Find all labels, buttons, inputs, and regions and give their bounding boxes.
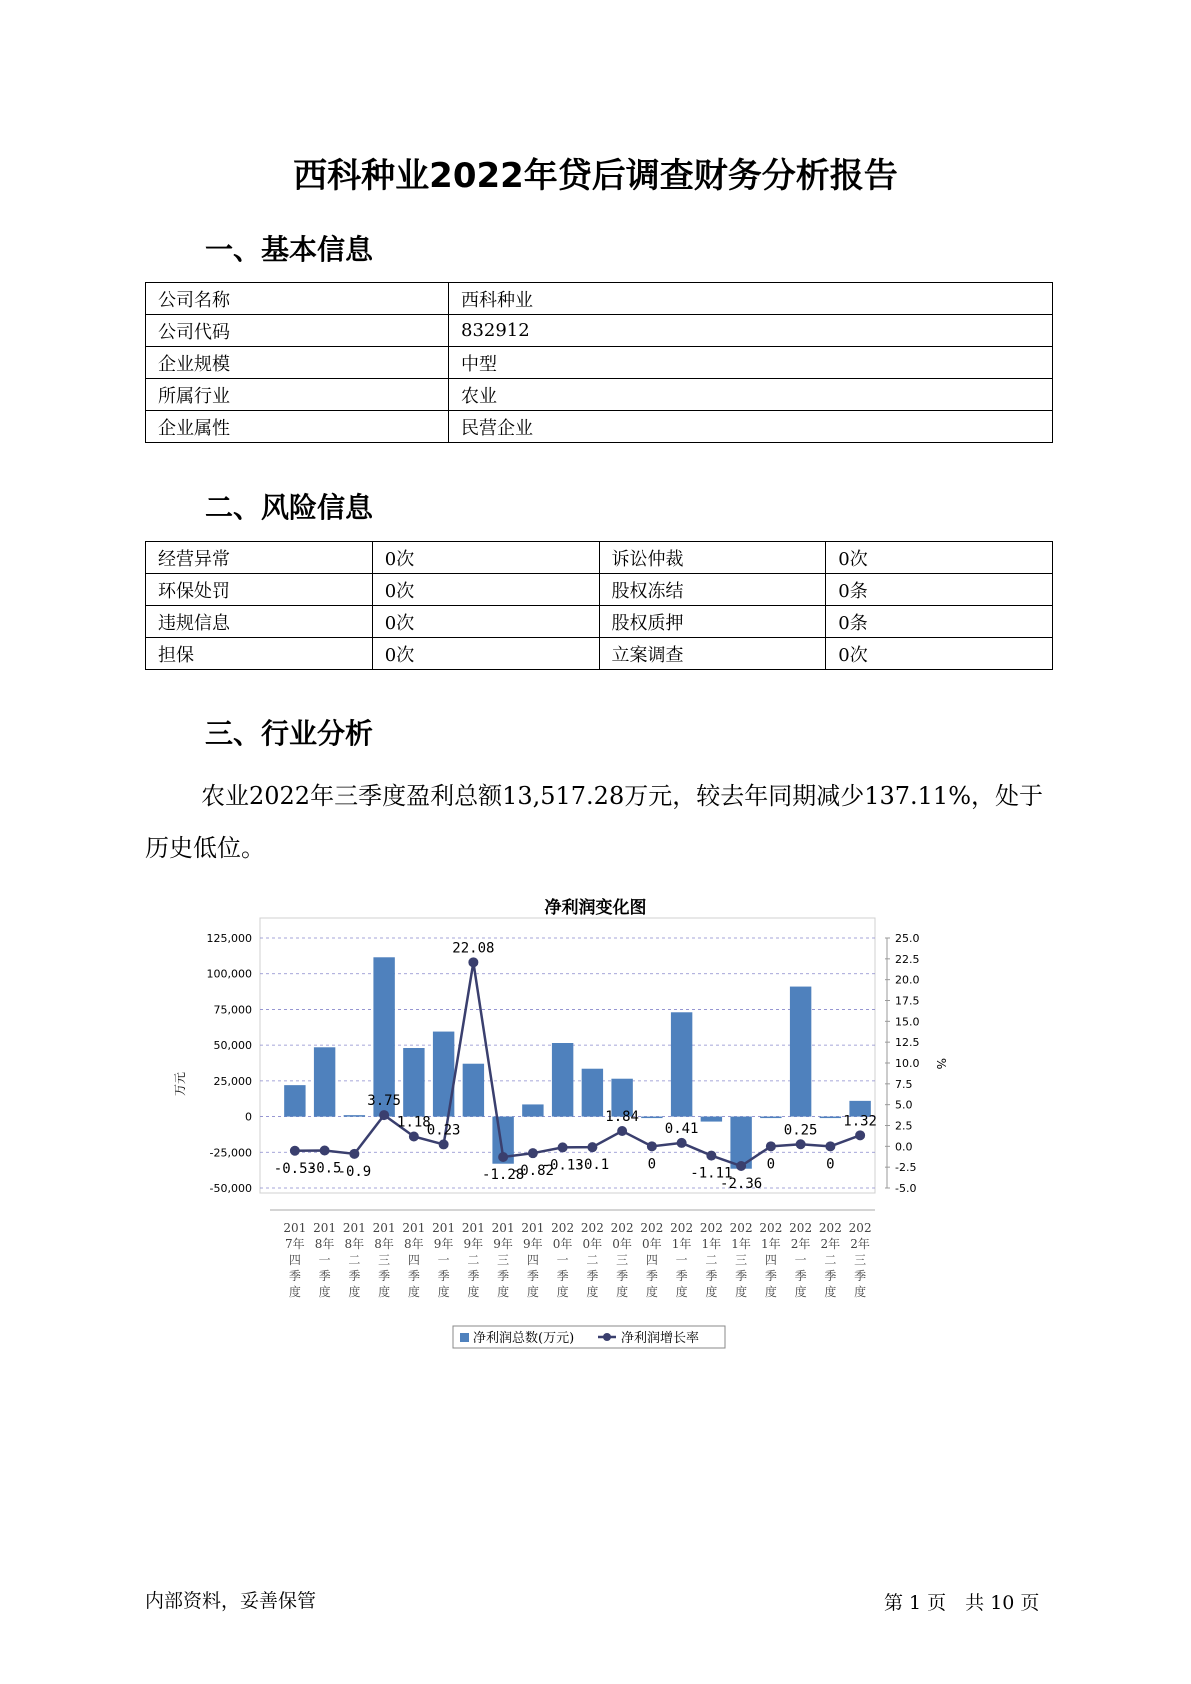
x-tick-label: 季	[318, 1269, 331, 1283]
x-tick-label: 度	[497, 1285, 510, 1299]
x-tick-label: 度	[854, 1285, 867, 1299]
data-label: -2.36	[720, 1176, 763, 1192]
x-tick-label: 202	[580, 1221, 604, 1235]
data-label: 0	[766, 1156, 776, 1173]
data-label: -0.82	[511, 1163, 554, 1180]
y-tick-label: 0	[245, 1110, 252, 1124]
y-axis-title: 万元	[173, 1071, 187, 1096]
x-tick-label: 度	[645, 1285, 658, 1299]
growth-point	[379, 1110, 389, 1120]
x-tick-label: 四	[645, 1253, 658, 1267]
bar	[403, 1048, 424, 1117]
basic-info-row	[146, 347, 1053, 379]
x-tick-label: 二	[705, 1253, 718, 1267]
x-tick-label: 季	[348, 1269, 361, 1283]
risk-info-label: 立案调查	[599, 638, 826, 670]
x-tick-label: 7年	[285, 1237, 305, 1251]
data-label: 1.32	[843, 1113, 877, 1130]
x-tick-label: 度	[824, 1285, 837, 1299]
data-label: 0	[647, 1156, 657, 1173]
x-tick-label: 201	[372, 1221, 396, 1235]
data-label: 0.41	[664, 1120, 699, 1137]
risk-info-value: 0次	[826, 638, 1053, 670]
data-label: -0.1	[575, 1157, 610, 1174]
x-tick-label: 8年	[344, 1237, 365, 1251]
growth-point	[766, 1141, 776, 1151]
x-tick-label: 一	[794, 1253, 807, 1267]
x-tick-label: 201	[342, 1221, 366, 1235]
x-tick-label: 0年	[612, 1237, 632, 1251]
data-label: 0.25	[783, 1122, 818, 1139]
x-tick-label: 1年	[761, 1237, 781, 1251]
y-tick-label: 25,000	[213, 1074, 252, 1088]
growth-point	[855, 1130, 865, 1140]
risk-info-label: 担保	[146, 638, 373, 670]
basic-info-label: 企业规模	[146, 347, 449, 379]
y2-tick-label: 2.5	[895, 1119, 913, 1133]
data-label: 0.23	[426, 1122, 461, 1139]
x-tick-label: 2年	[790, 1237, 811, 1251]
x-tick-label: 季	[526, 1269, 539, 1283]
growth-point	[825, 1141, 835, 1151]
x-tick-label: 度	[437, 1285, 450, 1299]
growth-point	[439, 1139, 449, 1149]
bar	[820, 1117, 841, 1119]
x-tick-label: 202	[670, 1221, 694, 1235]
basic-info-value: 832912	[449, 315, 1053, 347]
y-tick-label: 50,000	[213, 1039, 252, 1053]
x-tick-label: 季	[675, 1269, 688, 1283]
growth-point	[558, 1142, 568, 1152]
growth-point	[587, 1142, 597, 1152]
risk-info-row	[146, 638, 1053, 670]
risk-info-row	[146, 542, 1053, 574]
x-tick-label: 9年	[433, 1237, 454, 1251]
x-tick-label: 202	[818, 1221, 842, 1235]
x-tick-label: 8年	[404, 1237, 424, 1251]
x-tick-label: 0年	[582, 1237, 603, 1251]
basic-info-row	[146, 379, 1053, 411]
legend-line-marker	[603, 1333, 611, 1341]
y-tick-label: 125,000	[206, 932, 252, 945]
basic-info-row	[146, 315, 1053, 347]
x-tick-label: 季	[467, 1269, 480, 1283]
bar	[790, 987, 811, 1117]
y2-tick-label: 17.5	[895, 994, 920, 1008]
y2-tick-label: 25.0	[895, 932, 920, 945]
x-tick-label: 9年	[523, 1237, 543, 1251]
bar	[552, 1043, 573, 1117]
legend-line-label: 净利润增长率	[621, 1331, 700, 1346]
risk-info-value: 0条	[826, 606, 1053, 638]
basic-info-label: 公司名称	[146, 283, 449, 315]
footer-page-number: 第 1 页 共 10 页	[884, 1592, 1040, 1614]
x-tick-label: 三	[854, 1253, 867, 1267]
basic-info-value: 民营企业	[449, 411, 1053, 443]
data-label: -0.9	[337, 1163, 372, 1180]
data-label: -1.28	[482, 1167, 525, 1183]
x-tick-label: 8年	[314, 1237, 335, 1251]
x-tick-label: 季	[616, 1269, 629, 1283]
section-basic-heading: 一、基本信息	[205, 233, 374, 266]
x-tick-label: 度	[526, 1285, 539, 1299]
data-label: 1.18	[397, 1114, 431, 1131]
x-tick-label: 度	[764, 1285, 777, 1299]
bar	[641, 1117, 662, 1119]
x-tick-label: 季	[705, 1269, 718, 1283]
bar	[284, 1085, 305, 1116]
data-label: 1.84	[605, 1109, 639, 1125]
risk-info-value: 0次	[826, 542, 1053, 574]
basic-info-label: 企业属性	[146, 411, 449, 443]
x-tick-label: 度	[735, 1285, 748, 1299]
x-tick-label: 度	[288, 1285, 301, 1299]
risk-info-label: 违规信息	[146, 606, 373, 638]
data-label: -0.13	[541, 1157, 584, 1174]
x-tick-label: 201	[491, 1221, 515, 1235]
y-tick-label: -50,000	[209, 1182, 252, 1195]
x-tick-label: 三	[497, 1253, 510, 1267]
x-tick-label: 四	[288, 1253, 301, 1267]
chart-title: 净利润变化图	[544, 898, 647, 918]
x-tick-label: 202	[759, 1221, 783, 1235]
x-tick-label: 度	[675, 1285, 688, 1299]
y2-tick-label: 12.5	[895, 1036, 920, 1050]
growth-point	[706, 1151, 716, 1161]
x-tick-label: 度	[348, 1285, 361, 1299]
bar	[671, 1012, 692, 1116]
x-tick-label: 季	[437, 1269, 450, 1283]
data-label: -0.5	[307, 1160, 342, 1177]
x-tick-label: 201	[432, 1221, 456, 1235]
risk-info-value: 0次	[372, 542, 599, 574]
x-tick-label: 二	[824, 1253, 837, 1267]
x-tick-label: 度	[616, 1285, 629, 1299]
x-tick-label: 202	[848, 1221, 872, 1235]
x-tick-label: 202	[640, 1221, 664, 1235]
growth-point	[736, 1161, 746, 1171]
growth-point	[409, 1132, 419, 1142]
bar	[344, 1115, 365, 1117]
y-tick-label: 100,000	[206, 967, 252, 981]
basic-info-row	[146, 283, 1053, 315]
x-tick-label: 季	[764, 1269, 777, 1283]
x-tick-label: 202	[789, 1221, 813, 1235]
risk-info-label: 股权冻结	[599, 574, 826, 606]
x-tick-label: 一	[556, 1253, 569, 1267]
risk-info-value: 0次	[372, 606, 599, 638]
y2-tick-label: 7.5	[895, 1077, 913, 1091]
y-tick-label: -25,000	[209, 1146, 252, 1160]
y2-tick-label: -5.0	[895, 1182, 917, 1195]
growth-point	[468, 957, 478, 967]
risk-info-label: 股权质押	[599, 606, 826, 638]
x-tick-label: 三	[616, 1253, 629, 1267]
x-tick-label: 季	[586, 1269, 599, 1283]
risk-info-row	[146, 606, 1053, 638]
x-tick-label: 二	[586, 1253, 599, 1267]
x-tick-label: 0年	[552, 1237, 573, 1251]
x-tick-label: 季	[794, 1269, 807, 1283]
x-tick-label: 一	[318, 1253, 331, 1267]
basic-info-label: 所属行业	[146, 379, 449, 411]
x-tick-label: 二	[467, 1253, 480, 1267]
x-tick-label: 季	[407, 1269, 420, 1283]
x-tick-label: 一	[675, 1253, 688, 1267]
growth-point	[677, 1138, 687, 1148]
x-tick-label: 一	[437, 1253, 450, 1267]
section-risk-heading: 二、风险信息	[205, 491, 374, 524]
x-tick-label: 二	[348, 1253, 361, 1267]
y2-tick-label: -2.5	[895, 1161, 917, 1175]
x-tick-label: 三	[735, 1253, 748, 1267]
x-tick-label: 季	[854, 1269, 867, 1283]
section-industry-heading: 三、行业分析	[205, 717, 374, 750]
risk-info-value: 0条	[826, 574, 1053, 606]
risk-info-value: 0次	[372, 574, 599, 606]
x-tick-label: 四	[526, 1253, 539, 1267]
basic-info-value: 农业	[449, 379, 1053, 411]
y2-tick-label: 10.0	[895, 1057, 920, 1070]
x-tick-label: 0年	[642, 1237, 662, 1251]
x-tick-label: 2年	[850, 1237, 870, 1251]
basic-info-value: 中型	[449, 347, 1053, 379]
x-tick-label: 9年	[463, 1237, 484, 1251]
y2-tick-label: 20.0	[895, 973, 920, 987]
y2-tick-label: 15.0	[895, 1015, 920, 1029]
x-tick-label: 201	[283, 1221, 307, 1235]
risk-info-table	[145, 541, 1053, 670]
x-tick-label: 季	[735, 1269, 748, 1283]
x-tick-label: 201	[402, 1221, 426, 1235]
x-tick-label: 202	[551, 1221, 575, 1235]
growth-point	[647, 1141, 657, 1151]
x-tick-label: 1年	[731, 1237, 751, 1251]
legend-bar-label: 净利润总数(万元)	[473, 1331, 575, 1346]
risk-info-label: 环保处罚	[146, 574, 373, 606]
risk-info-value: 0次	[372, 638, 599, 670]
x-tick-label: 度	[318, 1285, 331, 1299]
x-tick-label: 202	[699, 1221, 723, 1235]
x-tick-label: 8年	[374, 1237, 394, 1251]
data-label: 3.75	[367, 1093, 401, 1110]
net-profit-chart	[170, 888, 1050, 1358]
x-tick-label: 四	[764, 1253, 777, 1267]
growth-point	[349, 1149, 359, 1159]
footer-confidential: 内部资料，妥善保管	[145, 1590, 317, 1612]
x-tick-label: 度	[467, 1285, 480, 1299]
x-tick-label: 度	[407, 1285, 420, 1299]
x-tick-label: 度	[705, 1285, 718, 1299]
data-label: -1.11	[690, 1165, 733, 1182]
x-tick-label: 季	[645, 1269, 658, 1283]
y2-tick-label: 5.0	[895, 1098, 913, 1112]
data-label: -0.53	[273, 1160, 316, 1177]
y2-tick-label: 22.5	[895, 952, 920, 966]
x-tick-label: 四	[407, 1253, 420, 1267]
x-tick-label: 季	[824, 1269, 837, 1283]
x-tick-label: 201	[461, 1221, 485, 1235]
bar	[314, 1047, 335, 1116]
basic-info-label: 公司代码	[146, 315, 449, 347]
risk-info-label: 经营异常	[146, 542, 373, 574]
x-tick-label: 202	[610, 1221, 634, 1235]
bar	[463, 1064, 484, 1117]
data-label: 22.08	[452, 940, 495, 957]
x-tick-label: 202	[729, 1221, 753, 1235]
basic-info-value: 西科种业	[449, 283, 1053, 315]
y-tick-label: 75,000	[213, 1003, 252, 1017]
growth-point	[528, 1148, 538, 1158]
x-tick-label: 9年	[493, 1237, 513, 1251]
y2-tick-label: 0.0	[895, 1140, 913, 1154]
x-tick-label: 1年	[671, 1237, 692, 1251]
x-tick-label: 度	[378, 1285, 391, 1299]
x-tick-label: 度	[794, 1285, 807, 1299]
bar	[582, 1069, 603, 1117]
growth-point	[617, 1126, 627, 1136]
report-title: 西科种业2022年贷后调查财务分析报告	[293, 156, 898, 196]
basic-info-table	[145, 282, 1053, 443]
x-tick-label: 度	[586, 1285, 599, 1299]
risk-info-label: 诉讼仲裁	[599, 542, 826, 574]
x-tick-label: 2年	[820, 1237, 841, 1251]
bar	[701, 1117, 722, 1122]
x-tick-label: 201	[313, 1221, 337, 1235]
x-tick-label: 季	[378, 1269, 391, 1283]
bar	[522, 1104, 543, 1116]
basic-info-row	[146, 411, 1053, 443]
industry-paragraph: 农业2022年三季度盈利总额13,517.28万元，较去年同期减少137.11%，处于历史低位。	[145, 782, 1044, 862]
x-tick-label: 季	[556, 1269, 569, 1283]
risk-info-row	[146, 574, 1053, 606]
x-tick-label: 季	[288, 1269, 301, 1283]
growth-point	[796, 1139, 806, 1149]
growth-point	[320, 1146, 330, 1156]
growth-point	[498, 1152, 508, 1162]
x-tick-label: 季	[497, 1269, 510, 1283]
legend-bar-swatch	[460, 1333, 469, 1342]
bar	[760, 1117, 781, 1119]
x-tick-label: 三	[378, 1253, 391, 1267]
x-tick-label: 度	[556, 1285, 569, 1299]
y2-axis-title: %	[934, 1058, 948, 1070]
x-tick-label: 1年	[701, 1237, 722, 1251]
growth-point	[290, 1146, 300, 1156]
data-label: 0	[826, 1156, 835, 1173]
x-tick-label: 201	[521, 1221, 545, 1235]
